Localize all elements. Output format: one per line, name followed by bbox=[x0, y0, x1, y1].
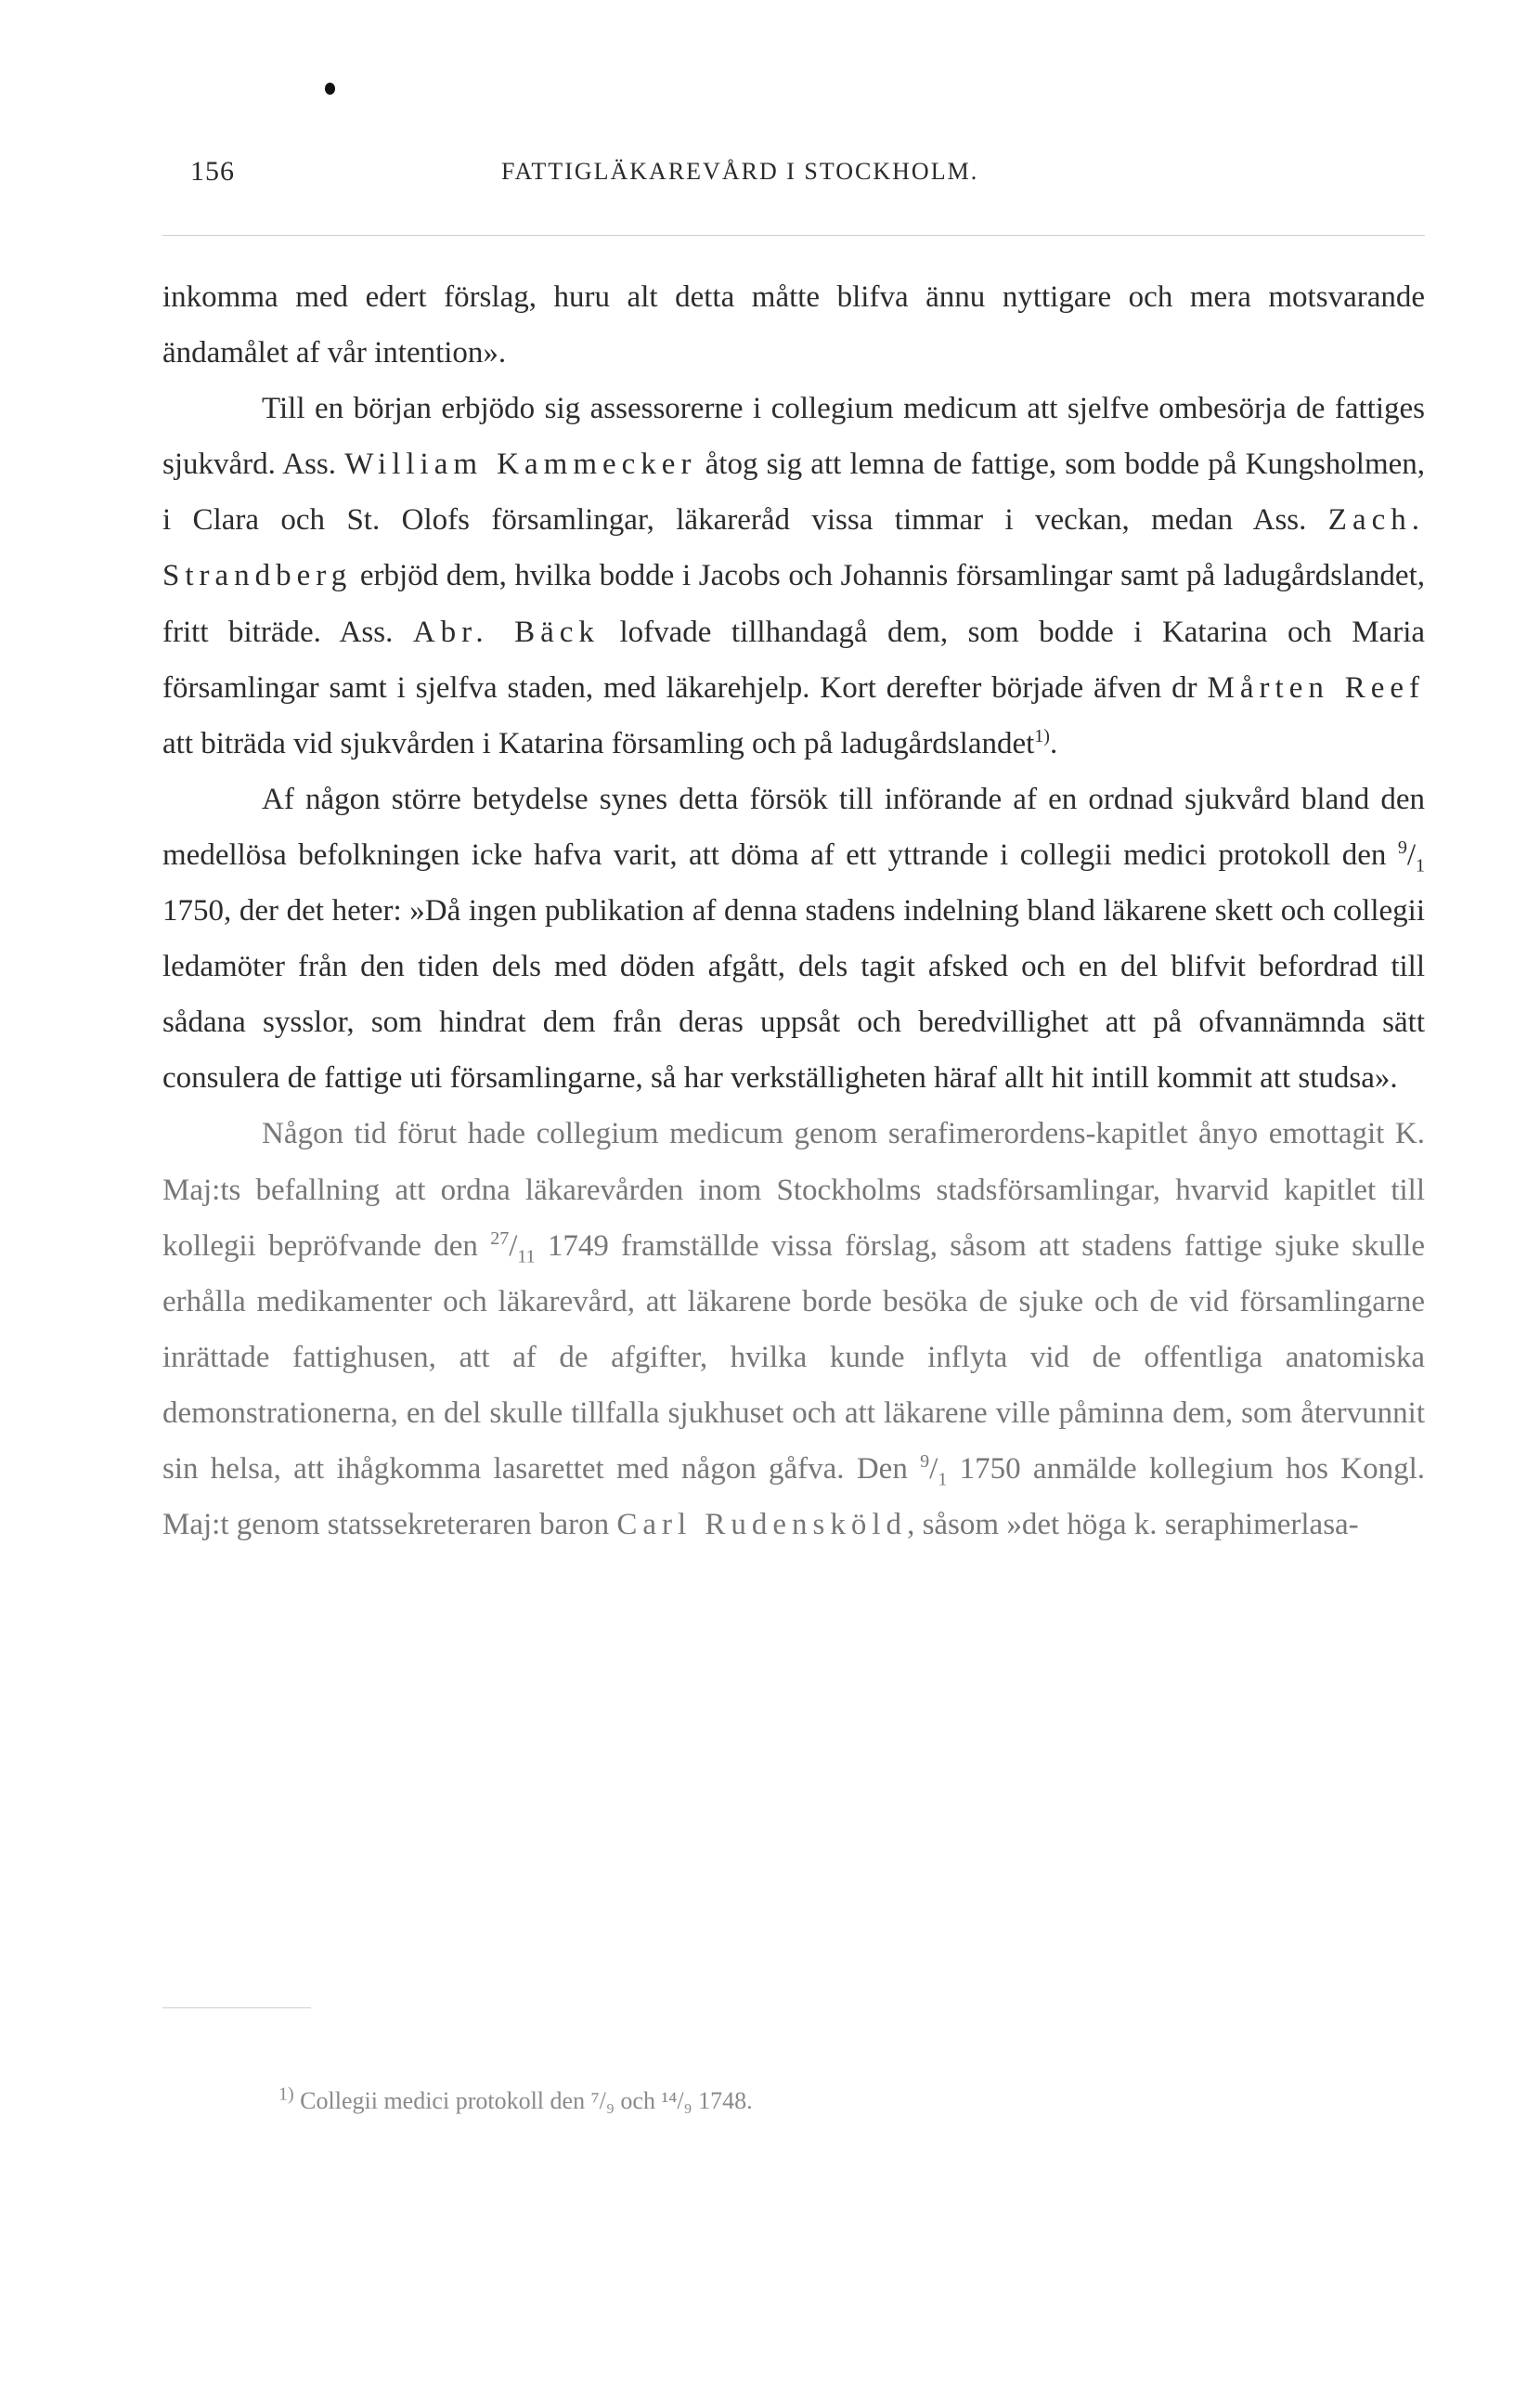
running-title: FATTIGLÄKAREVÅRD I STOCKHOLM. bbox=[501, 158, 979, 185]
paragraph-text: Af någon större betydelse synes detta försök till införande af en ordnad sjukvård bland den medellösa befolkningen icke hafva varit, att döma af ett yttrande i collegii medici protokoll den bbox=[162, 782, 1425, 872]
paragraph-text: 1749 framställde vissa förslag, såsom att stadens fattige sjuke skulle erhålla medikamenter och läkarevård, att läkarene borde besöka de sjuke och de vid församlingarne inrättade fattighusen, att af de afgifter, hvilka kunde inflyta vid de offentliga anatomiska demonstrationerna, en del skulle tillfalla sjukhuset och att läkarene ville påminna dem, som återvunnit sin helsa, att ihågkomma lasarettet med någon gåfva. Den bbox=[162, 1228, 1425, 1486]
footnote-reference[interactable]: 1) bbox=[1034, 725, 1050, 747]
body-text bbox=[162, 269, 1425, 1552]
paragraph-text: . bbox=[1049, 726, 1058, 760]
person-name: Abr. Bäck bbox=[412, 615, 600, 649]
footnote-text: Collegii medici protokoll den ⁷/₉ och ¹⁴/₉ 1748. bbox=[300, 2087, 753, 2114]
fraction-denominator: 1 bbox=[1416, 855, 1425, 876]
fraction-numerator: 9 bbox=[1397, 837, 1407, 858]
fraction-numerator: 9 bbox=[920, 1450, 930, 1472]
footnote-marker: 1) bbox=[278, 2084, 294, 2105]
page-header bbox=[190, 156, 1406, 202]
date-fraction: $^{27}/_{11}$ bbox=[490, 1227, 536, 1267]
fraction-denominator: 1 bbox=[938, 1469, 948, 1490]
date-fraction: $^9/_1$ bbox=[1397, 837, 1425, 876]
paragraph bbox=[162, 1106, 1425, 1552]
paragraph-text: 1750, der det heter: »Då ingen publikation af denna stadens indelning bland läkarene skett och collegii ledamöter från den tiden dels med döden afgått, dels tagit afsked och en del blifvit befordrad till sådana sysslor, som hindrat dem från deras uppsåt och beredvillighet att på ofvannämnda sätt consulera de fattige uti församlingarne, så har verkställigheten häraf allt hit intill kommit att studsa». bbox=[162, 894, 1425, 1096]
paragraph-text: 1750 anmälde kollegium hos Kongl. Maj:t genom statssekreteraren baron bbox=[162, 1451, 1426, 1542]
person-name: Zach. Strandberg bbox=[162, 503, 1425, 593]
ink-dot bbox=[325, 83, 335, 95]
header-divider bbox=[162, 235, 1425, 236]
paragraph-text: att biträda vid sjukvården i Katarina församling och på ladugårdslandet bbox=[162, 726, 1035, 760]
fraction-numerator: 27 bbox=[490, 1227, 510, 1249]
paragraph bbox=[162, 772, 1425, 1107]
footnote bbox=[278, 2084, 753, 2115]
paragraph bbox=[162, 381, 1425, 772]
paragraph-text: lofvade tillhandagå dem, som bodde i Katarina och Maria församlingar samt i sjelfva staden, med läkarehjelp. Kort derefter började äfven dr bbox=[162, 615, 1426, 705]
person-name: William Kammecker bbox=[344, 448, 697, 482]
paragraph-text: åtog sig att lemna de fattige, som bodde på Kungsholmen, i Clara och St. Olofs församlingar, läkareråd vissa timmar i veckan, medan Ass. bbox=[162, 448, 1426, 538]
person-name: Mårten Reef bbox=[1207, 670, 1426, 705]
page-number: 156 bbox=[190, 156, 235, 187]
date-fraction: $^9/_1$ bbox=[920, 1450, 948, 1490]
paragraph-continued bbox=[162, 269, 1425, 381]
paragraph-text: Till en början erbjödo sig assessorerne i collegium medicum att sjelfve ombesörja de fattiges sjukvård. Ass. bbox=[162, 392, 1425, 482]
paragraph-text: inkomma med edert förslag, huru alt detta måtte blifva ännu nyttigare och mera motsvarande ändamålet af vår intention». bbox=[162, 280, 1425, 370]
paragraph-text: erbjöd dem, hvilka bodde i Jacobs och Johannis församlingar samt på ladugårdslandet, fritt biträde. Ass. bbox=[162, 559, 1426, 649]
person-name: Carl Rudensköld bbox=[616, 1508, 908, 1542]
paragraph-text: Någon tid förut hade collegium medicum genom serafimerordens-kapitlet ånyo emottagit K. Maj:ts befallning att ordna läkarevården inom Stockholms stadsförsamlingar, hvarvid kapitlet till kollegii bepröfvande den bbox=[162, 1117, 1425, 1263]
fraction-denominator: 11 bbox=[517, 1246, 536, 1267]
footnote-divider bbox=[162, 2007, 311, 2008]
paragraph-text: , såsom »det höga k. seraphimerlasa- bbox=[907, 1508, 1359, 1542]
